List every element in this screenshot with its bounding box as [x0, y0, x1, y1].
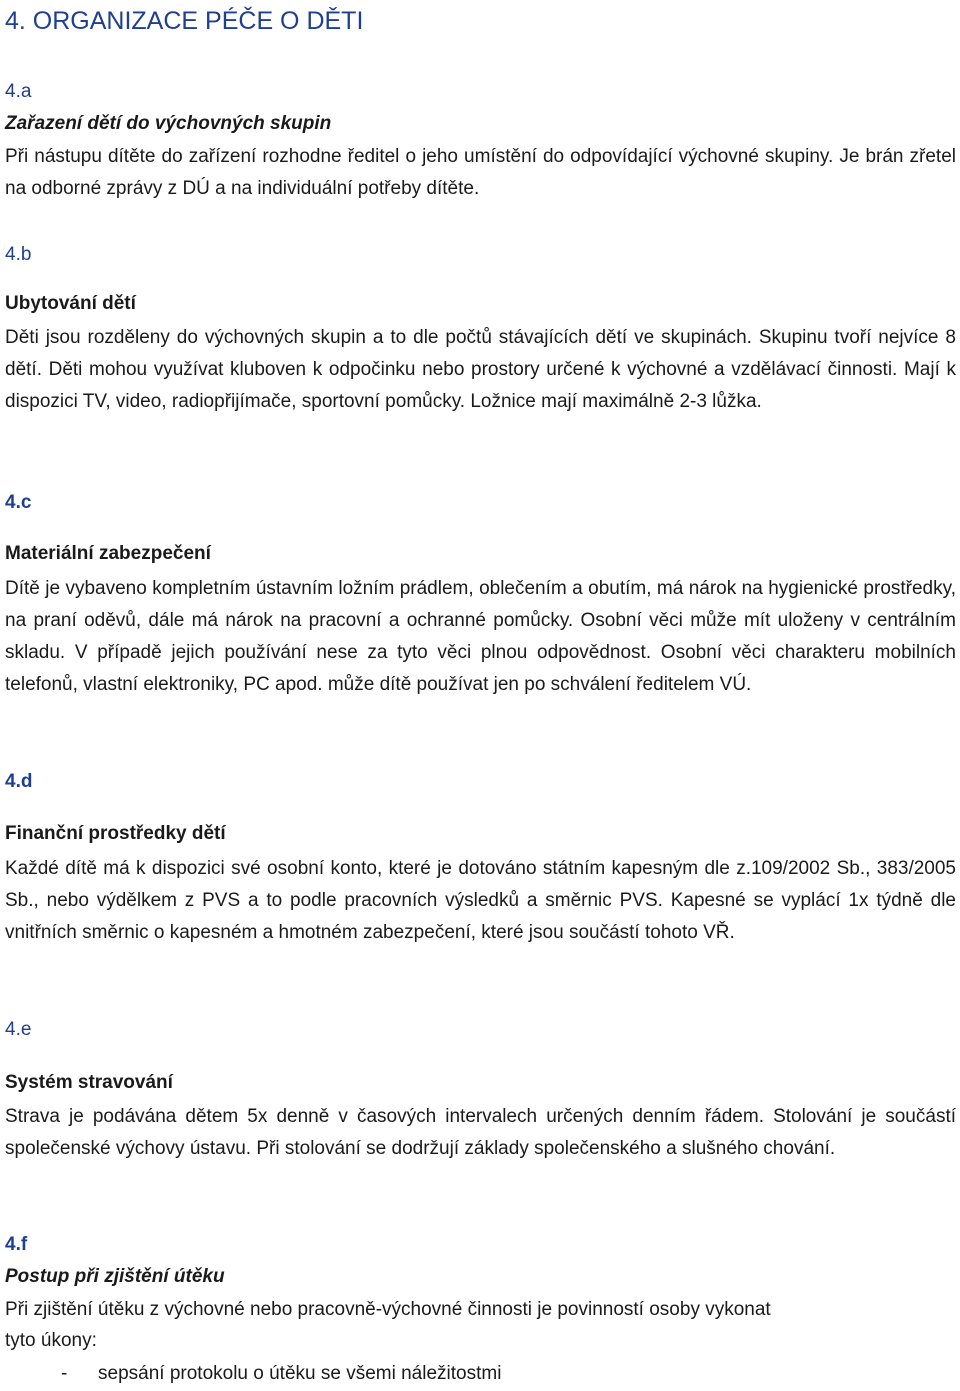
- section-code-4c: 4.c: [5, 492, 32, 513]
- section-code-4e: 4.e: [5, 1019, 32, 1040]
- list-item: [5, 1363, 956, 1385]
- list-bullet: -: [61, 1363, 68, 1384]
- section-code-4b: 4.b: [5, 244, 32, 265]
- section-heading-4b: Ubytování dětí: [5, 293, 136, 314]
- section-heading-4d: Finanční prostředky dětí: [5, 823, 226, 844]
- section-heading-4a: Zařazení dětí do výchovných skupin: [5, 113, 332, 134]
- section-heading-4f: Postup při zjištění útěku: [5, 1266, 225, 1287]
- section-text-4d: Každé dítě má k dispozici své osobní konto, které je dotováno státním kapesným dle z.109/2002 Sb., 383/2005 Sb., nebo výdělkem z PVS a to podle pracovních výsledků a směrnic PVS. Kapesné se vyplácí 1x týdně dle vnitřních směrnic o kapesném a hmotném zabezpečení, které jsou součástí tohoto VŘ.: [5, 858, 956, 943]
- section-text-4f: Při zjištění útěku z výchovné nebo pracovně-výchovné činnosti je povinností osoby vykonat tyto úkony:: [5, 1299, 771, 1351]
- section-code-4d: 4.d: [5, 771, 33, 792]
- section-code-4a: 4.a: [5, 81, 32, 102]
- section-heading-4c: Materiální zabezpečení: [5, 543, 211, 564]
- section-text-4e: Strava je podávána dětem 5x denně v časových intervalech určených denním řádem. Stolování je součástí společenské výchovy ústavu. Při stolování se dodržují základy společenského a slušného chování.: [5, 1106, 956, 1159]
- section-heading-4e: Systém stravování: [5, 1072, 173, 1093]
- section-text-4a: Při nástupu dítěte do zařízení rozhodne ředitel o jeho umístění do odpovídající výchovné skupiny. Je brán zřetel na odborné zprávy z DÚ a na individuální potřeby dítěte.: [5, 146, 956, 199]
- section-code-4f: 4.f: [5, 1234, 28, 1255]
- list-item-text: sepsání protokolu o útěku se všemi náležitostmi: [98, 1363, 502, 1384]
- page-title: 4. ORGANIZACE PÉČE O DĚTI: [5, 7, 364, 35]
- section-text-4c: Dítě je vybaveno kompletním ústavním ložním prádlem, oblečením a obutím, má nárok na hygienické prostředky, na praní oděvů, dále má nárok na pracovní a ochranné pomůcky. Osobní věci může mít uloženy v centrálním skladu. V případě jejich používání nese za tyto věci plnou odpovědnost. Osobní věci charakteru mobilních telefonů, vlastní elektroniky, PC apod. může dítě používat jen po schválení ředitelem VÚ.: [5, 578, 956, 695]
- section-text-4b: Děti jsou rozděleny do výchovných skupin a to dle počtů stávajících dětí ve skupinách. Skupinu tvoří nejvíce 8 dětí. Děti mohou využívat kluboven k odpočinku nebo prostory určené k výchovné a vzdělávací činnosti. Mají k dispozici TV, video, radiopřijímače, sportovní pomůcky. Ložnice mají maximálně 2-3 lůžka.: [5, 327, 956, 412]
